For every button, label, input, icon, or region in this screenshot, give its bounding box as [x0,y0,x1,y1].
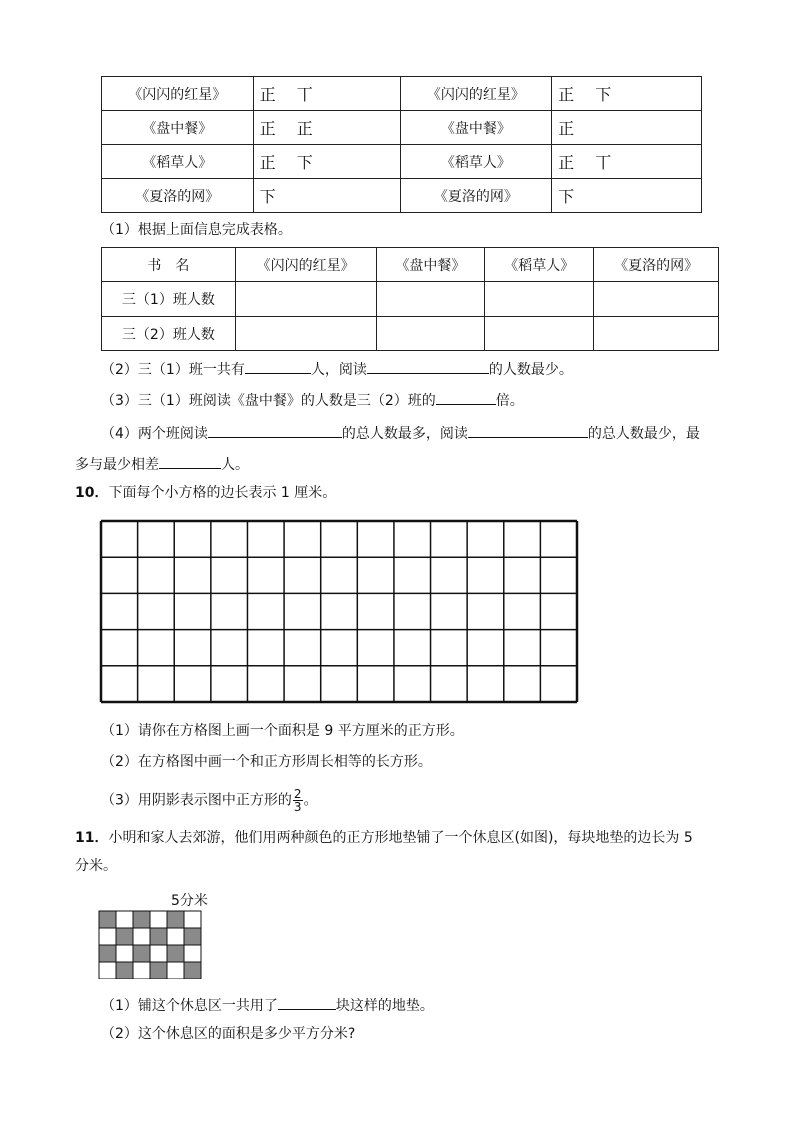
header-book-1: 《闪闪的红星》 [235,248,376,282]
tally-table [101,76,702,213]
book-cell: 《夏洛的网》 [400,179,552,213]
q11-stem: 11．小明和家人去郊游，他们用两种颜色的正方形地垫铺了一个休息区(如图)，每块地垫的边长为 5 [75,830,693,846]
answer-cell[interactable] [376,282,485,317]
answer-cell[interactable] [235,317,376,351]
q11-stem-cont: 分米。 [75,858,117,874]
mat-tile-light [167,928,184,945]
answer-blank[interactable] [367,357,489,374]
q9-sub4: （4）两个班阅读 的总人数最多，阅读 的总人数最少，最 [101,421,700,444]
mat-tile-dark [150,962,167,979]
answer-blank[interactable] [278,993,336,1010]
header-book-4: 《夏洛的网》 [594,248,719,282]
q9-sub1: （1）根据上面信息完成表格。 [101,222,292,238]
answer-blank[interactable] [436,388,496,405]
mat-pattern-figure [97,909,205,979]
summary-table [101,247,719,351]
mat-tile-light [184,945,201,962]
tally-cell: 下 [552,179,702,213]
mat-tile-dark [99,911,116,928]
tally-cell: 正 下 [552,77,702,111]
q10-sub2: （2）在方格图中画一个和正方形周长相等的长方形。 [101,754,432,770]
q9-sub2: （2）三（1）班一共有 人，阅读 的人数最少。 [101,357,573,380]
mat-tile-light [99,928,116,945]
mat-tile-dark [116,962,133,979]
mat-tile-light [184,911,201,928]
tally-cell: 正 正 [253,111,400,145]
mat-tile-light [99,962,116,979]
mat-tile-dark [116,928,133,945]
mat-tile-light [150,945,167,962]
answer-cell[interactable] [594,317,719,351]
mat-tile-light [116,945,133,962]
answer-cell[interactable] [485,317,594,351]
mat-tile-dark [99,945,116,962]
q9-sub4-cont: 多与最少相差 人。 [75,452,249,475]
answer-blank[interactable] [159,452,221,469]
answer-blank[interactable] [245,357,311,374]
mat-tile-dark [184,962,201,979]
tally-cell: 下 [253,179,400,213]
q10-sub1: （1）请你在方格图上画一个面积是 9 平方厘米的正方形。 [101,723,464,739]
book-cell: 《闪闪的红星》 [102,77,254,111]
header-book-3: 《稻草人》 [485,248,594,282]
tally-cell: 正 丅 [552,145,702,179]
mat-tile-light [150,911,167,928]
book-cell: 《夏洛的网》 [102,179,254,213]
q11-sub1: （1）铺这个休息区一共用了 块这样的地垫。 [101,993,434,1016]
tally-cell: 正 [552,111,702,145]
q10-sub3: （3）用阴影表示图中正方形的 $\frac{2}{3}$ 。 [101,787,318,814]
book-cell: 《盘中餐》 [400,111,552,145]
mat-tile-light [133,962,150,979]
mat-tile-dark [167,945,184,962]
q11-sub2: （2）这个休息区的面积是多少平方分米? [101,1026,356,1042]
mat-tile-dark [167,911,184,928]
square-grid[interactable] [99,517,581,706]
book-cell: 《稻草人》 [102,145,254,179]
q10-stem: 10．下面每个小方格的边长表示 1 厘米。 [75,485,337,501]
book-cell: 《稻草人》 [400,145,552,179]
row-label-class1: 三（1）班人数 [102,282,236,317]
answer-blank[interactable] [208,421,342,438]
mat-tile-light [133,928,150,945]
mat-tile-light [116,911,133,928]
answer-blank[interactable] [468,421,588,438]
mat-tile-dark [150,928,167,945]
answer-cell[interactable] [235,282,376,317]
answer-cell[interactable] [594,282,719,317]
book-cell: 《盘中餐》 [102,111,254,145]
mat-tile-light [167,962,184,979]
mat-tile-dark [184,928,201,945]
fraction: $\frac{2}{3}$ [293,787,302,814]
mat-tile-dark [133,911,150,928]
tally-cell: 正 丅 [253,77,400,111]
answer-cell[interactable] [376,317,485,351]
mat-tile-dark [133,945,150,962]
answer-cell[interactable] [485,282,594,317]
tally-cell: 正 下 [253,145,400,179]
mat-size-label: 5分米 [171,893,208,909]
header-book-2: 《盘中餐》 [376,248,485,282]
header-book-name: 书 名 [102,248,236,282]
row-label-class2: 三（2）班人数 [102,317,236,351]
book-cell: 《闪闪的红星》 [400,77,552,111]
q9-sub3: （3）三（1）班阅读《盘中餐》的人数是三（2）班的 倍。 [101,388,524,411]
